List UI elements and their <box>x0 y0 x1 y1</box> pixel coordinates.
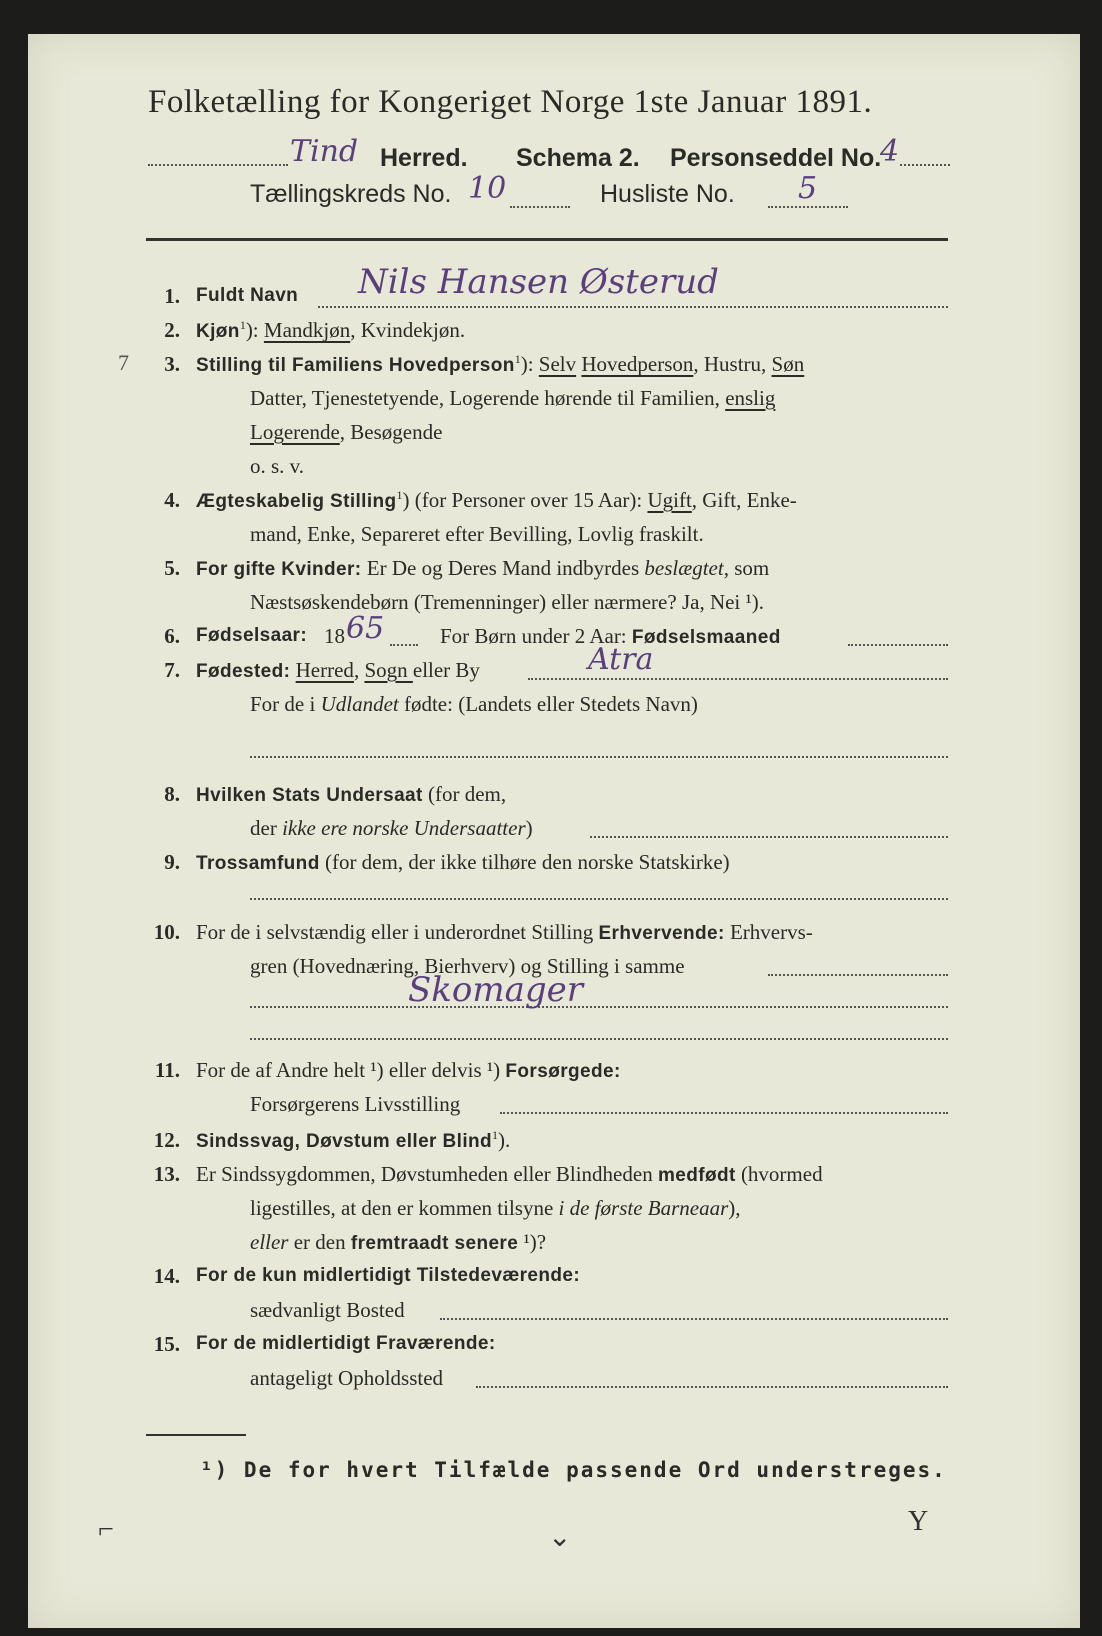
item-13-fremtraadt: fremtraadt senere <box>350 1233 519 1254</box>
item-10-dots-b <box>250 1006 948 1008</box>
item-6-label: Fødselsaar: <box>196 625 308 646</box>
form-title: Folketælling for Kongeriget Norge 1ste Januar 1891. <box>148 84 873 120</box>
item-6-value: 65 <box>346 611 385 646</box>
item-11-l1-a: For de af Andre helt ¹) eller delvis ¹) <box>196 1058 506 1082</box>
item-7-line-2 <box>250 692 698 717</box>
item-2-label: Kjøn <box>196 321 240 342</box>
item-7-value: Atra <box>588 642 654 677</box>
item-8-l2-i: ikke ere norske Undersaatter <box>282 816 526 840</box>
item-3-line-3 <box>250 420 442 445</box>
item-2-kvindekjon: , Kvindekjøn. <box>350 318 466 342</box>
item-10-label: Erhvervende: <box>598 923 725 944</box>
item-3-osv: o. s. v. <box>250 454 305 478</box>
item-10-l1-b: Erhvervs- <box>724 920 813 944</box>
item-3-logerende: Logerende <box>250 420 340 444</box>
item-7-dots <box>528 678 948 680</box>
item-14-line-2: sædvanligt Bosted <box>250 1298 405 1322</box>
item-4-l1-rest: , Gift, Enke- <box>691 488 797 512</box>
item-2-text <box>196 318 465 343</box>
item-7-l1-c: eller By <box>412 658 480 682</box>
item-10-line-2: gren (Hovednæring, Bierhverv) og Stilling i samme <box>250 954 685 978</box>
item-15-line-2: antageligt Opholdssted <box>250 1366 444 1390</box>
item-9-number: 9. <box>164 850 180 874</box>
item-3-son: Søn <box>771 352 805 376</box>
item-2-sup: 1 <box>239 318 246 332</box>
item-11-line-1 <box>196 1058 621 1083</box>
item-9-rest: (for dem, der ikke tilhøre den norske Statskirke) <box>319 850 730 874</box>
item-3-l1-rest: , Hustru, <box>693 352 772 376</box>
item-2-mandkjon: Mandkjøn <box>263 318 351 342</box>
margin-note: 7 <box>118 350 129 375</box>
item-10-value: Skomager <box>408 970 584 1010</box>
item-13-l1-a: Er Sindssygdommen, Døvstumheden eller Blindheden <box>196 1162 658 1186</box>
item-13-l1-c: (hvormed <box>735 1162 823 1186</box>
item-3-l3-rest: , Besøgende <box>339 420 443 444</box>
item-13-line-3 <box>250 1230 546 1255</box>
bottom-center-mark: ⌄ <box>548 1522 572 1553</box>
item-6-label-2: Fødselsmaaned <box>631 627 781 648</box>
item-10-dots-c <box>250 1038 948 1040</box>
schema-label: Schema 2. <box>516 144 640 172</box>
item-4-line-1 <box>196 488 797 513</box>
item-1-value: Nils Hansen Østerud <box>358 262 719 302</box>
item-11-dots <box>500 1112 948 1114</box>
item-6-dots-b <box>848 644 948 646</box>
item-9-line-1 <box>196 850 730 875</box>
item-3-enslig: enslig <box>725 386 776 410</box>
item-12-line-1 <box>196 1128 510 1153</box>
item-4-line-2: mand, Enke, Separeret efter Bevilling, Lovlig fraskilt. <box>250 522 704 546</box>
item-8-line-1 <box>196 782 506 807</box>
item-13-l2-a: ligestilles, at den er kommen tilsyne <box>250 1196 559 1220</box>
herred-value: Tind <box>290 134 359 169</box>
item-3-line-2 <box>250 386 775 411</box>
item-7-number: 7. <box>164 658 180 682</box>
item-7-udlandet: Udlandet <box>320 692 399 716</box>
item-3-label: Stilling til Familiens Hovedperson <box>196 355 515 376</box>
item-1-label: Fuldt Navn <box>196 285 299 306</box>
item-6-prefix: 18 <box>324 624 345 648</box>
item-5-l1-b: som <box>728 556 770 580</box>
item-4-l1-a: ) (for Personer over 15 Aar): <box>402 488 648 512</box>
item-10-dots-a <box>768 974 948 976</box>
item-7-herred: Herred <box>295 658 354 682</box>
item-13-medfodt: medfødt <box>657 1165 736 1186</box>
item-13-line-1 <box>196 1162 823 1187</box>
item-6-mid-text: For Børn under 2 Aar: <box>440 624 632 648</box>
herred-label: Herred. <box>380 144 468 172</box>
item-14-dots <box>440 1318 948 1320</box>
item-7-line-1 <box>196 658 480 683</box>
item-4-ugift: Ugift <box>647 488 692 512</box>
item-7-l1-b: , <box>353 658 365 682</box>
item-5-beslaegtet: beslægtet, <box>644 556 729 580</box>
item-4-label: Ægteskabelig Stilling <box>196 491 397 512</box>
item-15-number: 15. <box>153 1332 180 1356</box>
item-7-dots-2 <box>250 756 948 758</box>
item-11-number: 11. <box>154 1058 180 1082</box>
corner-mark-left: ⌐ <box>98 1514 114 1545</box>
header-rule <box>146 238 948 241</box>
item-9-label: Trossamfund <box>196 853 320 874</box>
item-10-line-1 <box>196 920 813 945</box>
item-6-number: 6. <box>164 624 180 648</box>
corner-mark-right: Y <box>908 1506 929 1537</box>
item-2-number: 2. <box>164 318 180 342</box>
item-5-label: For gifte Kvinder: <box>196 559 362 580</box>
item-6-dots-a <box>390 644 418 646</box>
census-form-sheet <box>28 34 1080 1628</box>
personseddel-label: Personseddel No. <box>670 144 882 172</box>
item-12-number: 12. <box>153 1128 180 1152</box>
item-13-l2-i: i de første Barneaar <box>558 1196 729 1220</box>
item-3-line-1 <box>196 352 804 377</box>
item-14-label: For de kun midlertidigt Tilstedeværende: <box>196 1265 581 1286</box>
item-4-sup: 1 <box>396 488 403 502</box>
kreds-dots <box>510 206 570 208</box>
item-11-label: Forsørgede: <box>505 1061 621 1082</box>
item-13-l3-c: ¹)? <box>518 1230 547 1254</box>
item-7-l2-a: For de i <box>250 692 321 716</box>
item-3-number: 3. <box>164 352 180 376</box>
item-4-number: 4. <box>164 488 180 512</box>
husliste-value: 5 <box>798 171 818 206</box>
item-3-selv: Selv <box>538 352 577 376</box>
item-5-line-2: Næstsøskendebørn (Tremenninger) eller nærmere? Ja, Nei ¹). <box>250 590 765 614</box>
personseddel-value: 4 <box>880 134 900 169</box>
item-7-l2-b: fødte: (Landets eller Stedets Navn) <box>398 692 698 716</box>
item-8-l1-rest: (for dem, <box>422 782 507 806</box>
item-15-dots <box>476 1386 948 1388</box>
kreds-value: 10 <box>468 171 507 206</box>
husliste-dots <box>768 206 848 208</box>
item-5-line-1 <box>196 556 769 581</box>
item-13-line-2 <box>250 1196 741 1221</box>
item-13-l2-b: ), <box>728 1196 741 1220</box>
item-8-label: Hvilken Stats Undersaat <box>196 785 423 806</box>
item-3-l2: Datter, Tjenestetyende, Logerende hørende til Familien, <box>250 386 726 410</box>
personseddel-dots <box>900 164 950 166</box>
herred-dots <box>148 164 288 166</box>
item-7-sogn: Sogn <box>364 658 413 682</box>
item-1-number: 1. <box>164 284 180 308</box>
item-14-number: 14. <box>153 1264 180 1288</box>
item-1-dots <box>318 306 948 308</box>
item-2-rest: ): <box>245 318 264 342</box>
item-5-number: 5. <box>164 556 180 580</box>
item-8-line-2 <box>250 816 533 841</box>
item-8-l2-b: ) <box>525 816 533 840</box>
item-7-label: Fødested: <box>196 661 291 682</box>
item-8-dots <box>590 836 948 838</box>
kreds-label: Tællingskreds No. <box>250 180 452 208</box>
item-8-l2-a: der <box>250 816 283 840</box>
item-9-dots <box>250 898 948 900</box>
husliste-label: Husliste No. <box>600 180 735 208</box>
item-10-l1-a: For de i selvstændig eller i underordnet Stilling <box>196 920 599 944</box>
footnote-rule <box>146 1434 246 1436</box>
item-3-l1-a: ): <box>520 352 539 376</box>
item-15-label: For de midlertidigt Fraværende: <box>196 1333 496 1354</box>
item-12-sup: 1 <box>492 1128 499 1142</box>
item-13-number: 13. <box>153 1162 180 1186</box>
footnote: ¹) De for hvert Tilfælde passende Ord understreges. <box>200 1458 947 1482</box>
item-3-hovedperson: Hovedperson <box>581 352 694 376</box>
item-5-l1-a: Er De og Deres Mand indbyrdes <box>361 556 645 580</box>
item-13-eller: eller <box>250 1230 289 1254</box>
item-12-label: Sindssvag, Døvstum eller Blind <box>196 1131 493 1152</box>
item-10-number: 10. <box>153 920 180 944</box>
item-8-number: 8. <box>164 782 180 806</box>
item-11-line-2: Forsørgerens Livsstilling <box>250 1092 461 1116</box>
item-3-sup: 1 <box>514 352 521 366</box>
item-13-l3-a: er den <box>288 1230 351 1254</box>
item-12-rest: ). <box>498 1128 511 1152</box>
